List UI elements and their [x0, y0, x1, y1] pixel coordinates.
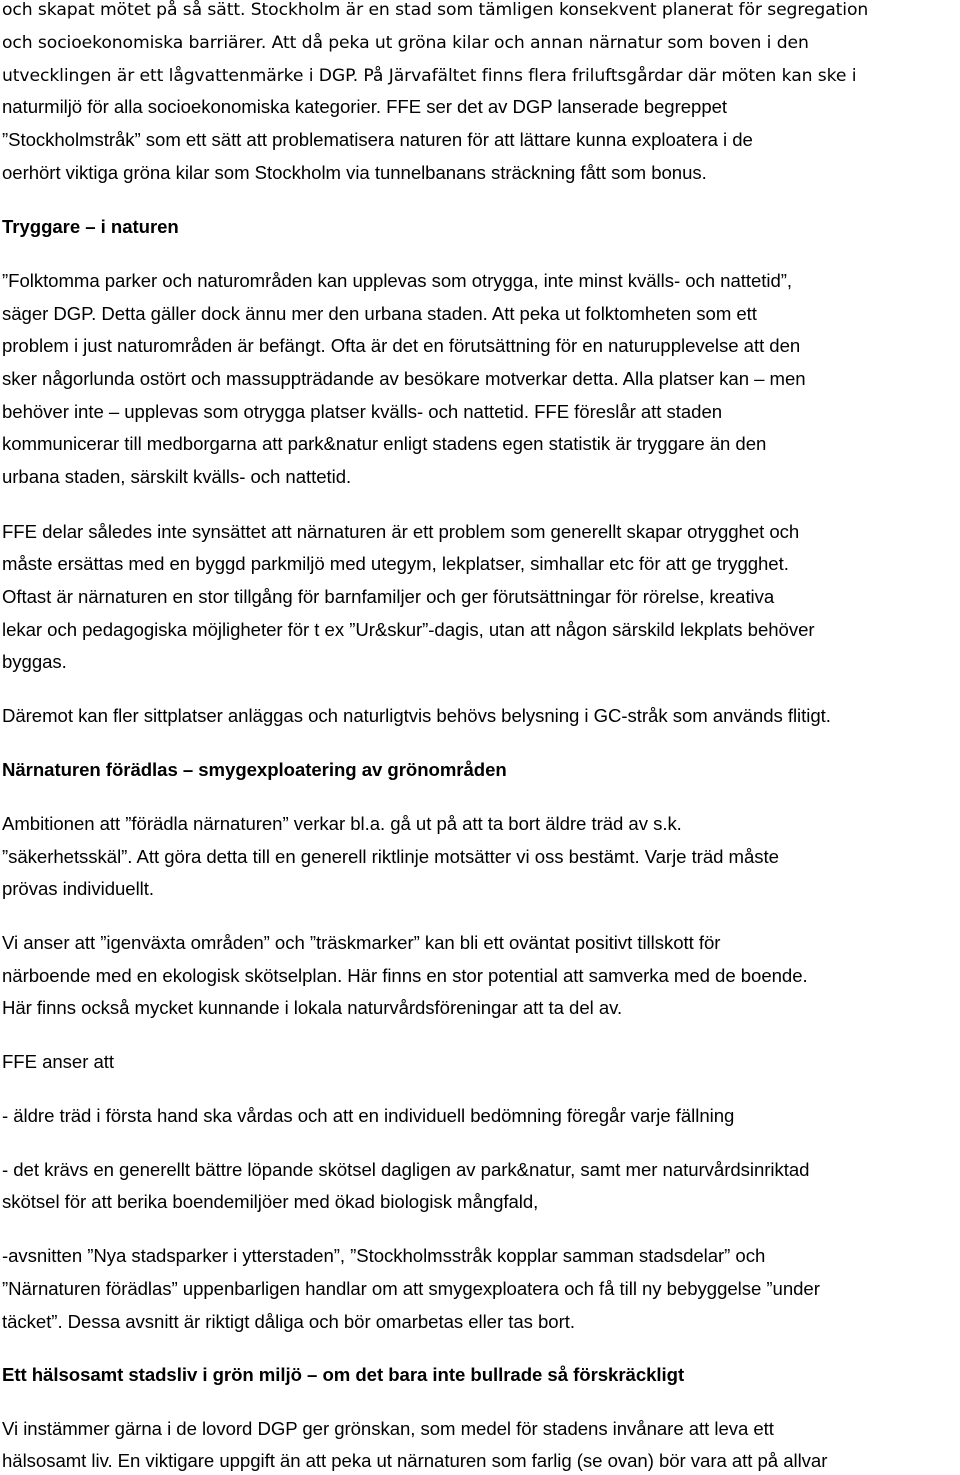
text-line: oerhört viktiga gröna kilar som Stockholm via tunnelbanans sträckning fått som bonus.	[2, 162, 707, 183]
text-line: Oftast är närnaturen en stor tillgång för barnfamiljer och ger förutsättningar för rörelse, kreativa	[2, 586, 775, 607]
text-line: måste ersättas med en byggd parkmiljö med utegym, lekplatser, simhallar etc för att ge trygghet.	[2, 553, 789, 574]
text-line: ”Närnaturen förädlas” uppenbarligen handlar om att smygexploatera och få till ny bebyggelse ”under	[2, 1278, 820, 1299]
text-line: Ambitionen att ”förädla närnaturen” verkar bl.a. gå ut på att ta bort äldre träd av s.k.	[2, 813, 682, 834]
text-line: utvecklingen är ett lågvattenmärke i DGP. På Järvafältet finns flera friluftsgårdar där möten kan ske i	[2, 66, 857, 86]
text-line: - det krävs en generellt bättre löpande skötsel dagligen av park&natur, samt mer naturvårdsinriktad	[2, 1159, 810, 1180]
text-line: Vi instämmer gärna i de lovord DGP ger grönskan, som medel för stadens invånare att leva ett	[2, 1418, 774, 1439]
text-line: ”säkerhetsskäl”. Att göra detta till en generell riktlinje motsätter vi oss bestämt. Varje träd måste	[2, 846, 779, 867]
text-line: Här finns också mycket kunnande i lokala naturvårdsföreningar att ta del av.	[2, 997, 623, 1018]
paragraph-ffe-anser: FFE anser att	[2, 1051, 114, 1072]
text-line: naturmiljö för alla socioekonomiska kategorier. FFE ser det av DGP lanserade begreppet	[2, 96, 728, 117]
text-line: skötsel för att berika boendemiljöer med ökad biologisk mångfald,	[2, 1191, 539, 1212]
heading-tryggare: Tryggare – i naturen	[2, 216, 179, 237]
text-line: problem i just naturområden är befängt. Ofta är det en förutsättning för en naturupplevelse att den	[2, 335, 801, 356]
text-line: Vi anser att ”igenväxta områden” och ”träskmarker” kan bli ett oväntat positivt tillskott för	[2, 932, 721, 953]
text-line: lekar och pedagogiska möjligheter för t ex ”Ur&skur”-dagis, utan att någon särskild lekplats behöver	[2, 619, 815, 640]
text-line: närboende med en ekologisk skötselplan. Här finns en stor potential att samverka med de boende.	[2, 965, 808, 986]
list-item: - äldre träd i första hand ska vårdas och att en individuell bedömning föregår varje fällning	[2, 1105, 735, 1126]
heading-halsosamt-stadsliv: Ett hälsosamt stadsliv i grön miljö – om det bara inte bullrade så förskräckligt	[2, 1364, 685, 1385]
text-line: och socioekonomiska barriärer. Att då peka ut gröna kilar och annan närnatur som boven i den	[2, 33, 809, 53]
text-line: behöver inte – upplevas som otrygga platser kvälls- och nattetid. FFE föreslår att staden	[2, 401, 723, 422]
text-line: -avsnitten ”Nya stadsparker i ytterstaden”, ”Stockholmsstråk kopplar samman stadsdelar” och	[2, 1245, 766, 1266]
text-line: säger DGP. Detta gäller dock ännu mer den urbana staden. Att peka ut folktomheten som ett	[2, 303, 757, 324]
text-line: prövas individuellt.	[2, 878, 154, 899]
text-line: urbana staden, särskilt kvälls- och nattetid.	[2, 466, 352, 487]
text-line: FFE delar således inte synsättet att närnaturen är ett problem som generellt skapar otrygghet och	[2, 521, 800, 542]
text-line: sker någorlunda ostört och massuppträdande av besökare motverkar detta. Alla platser kan – men	[2, 368, 806, 389]
text-line: byggas.	[2, 651, 67, 672]
text-line: kommunicerar till medborgarna att park&natur enligt stadens egen statistik är tryggare än den	[2, 433, 767, 454]
heading-narnaturen: Närnaturen förädlas – smygexploatering av grönområden	[2, 759, 507, 780]
text-line: ”Stockholmstråk” som ett sätt att problematisera naturen för att lättare kunna exploatera i de	[2, 129, 753, 150]
text-line: och skapat mötet på så sätt. Stockholm är en stad som tämligen konsekvent planerat för segregation	[2, 0, 869, 20]
text-line: täcket”. Dessa avsnitt är riktigt dåliga och bör omarbetas eller tas bort.	[2, 1311, 575, 1332]
text-line: hälsosamt liv. En viktigare uppgift än att peka ut närnaturen som farlig (se ovan) bör vara att på allvar	[2, 1450, 828, 1471]
paragraph-sittplatser: Däremot kan fler sittplatser anläggas och naturligtvis behövs belysning i GC-stråk som används flitigt.	[2, 705, 831, 726]
text-line: ”Folktomma parker och naturområden kan upplevas som otrygga, inte minst kvälls- och nattetid”,	[2, 270, 793, 291]
